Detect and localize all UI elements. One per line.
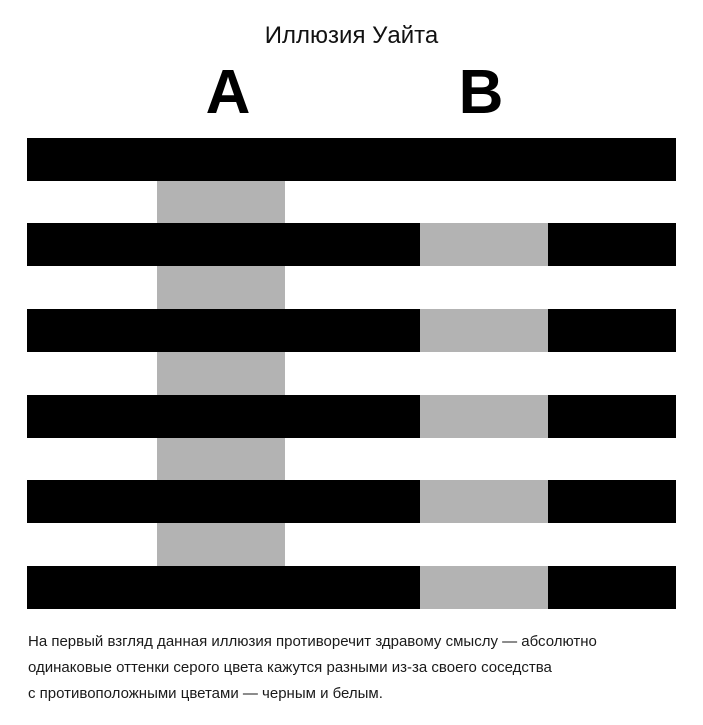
gray-segment-b-3: [420, 395, 548, 438]
gray-segment-b-4: [420, 480, 548, 523]
label-b: B: [458, 58, 504, 127]
black-stripe-6: [27, 566, 676, 609]
gray-segment-a-5: [157, 523, 285, 566]
caption-line-2: одинаковые оттенки серого цвета кажутся разными из-за своего соседства: [28, 659, 552, 676]
gray-segment-a-4: [157, 438, 285, 480]
black-stripe-5: [27, 480, 676, 523]
gray-segment-b-2: [420, 309, 548, 352]
gray-segment-b-1: [420, 223, 548, 266]
gray-segment-a-3: [157, 352, 285, 395]
caption: [28, 629, 688, 707]
caption-line-1: На первый взгляд данная иллюзия противоречит здравому смыслу — абсолютно: [28, 633, 597, 650]
gray-segment-a-1: [157, 181, 285, 223]
black-stripe-4: [27, 395, 676, 438]
black-stripe-1: [27, 138, 676, 181]
label-a: A: [205, 58, 251, 127]
black-stripe-3: [27, 309, 676, 352]
page-title: Иллюзия Уайта: [264, 22, 439, 49]
gray-segment-a-2: [157, 266, 285, 309]
gray-segment-b-5: [420, 566, 548, 609]
black-stripe-2: [27, 223, 676, 266]
caption-line-3: с противоположными цветами — черным и белым.: [28, 685, 383, 702]
